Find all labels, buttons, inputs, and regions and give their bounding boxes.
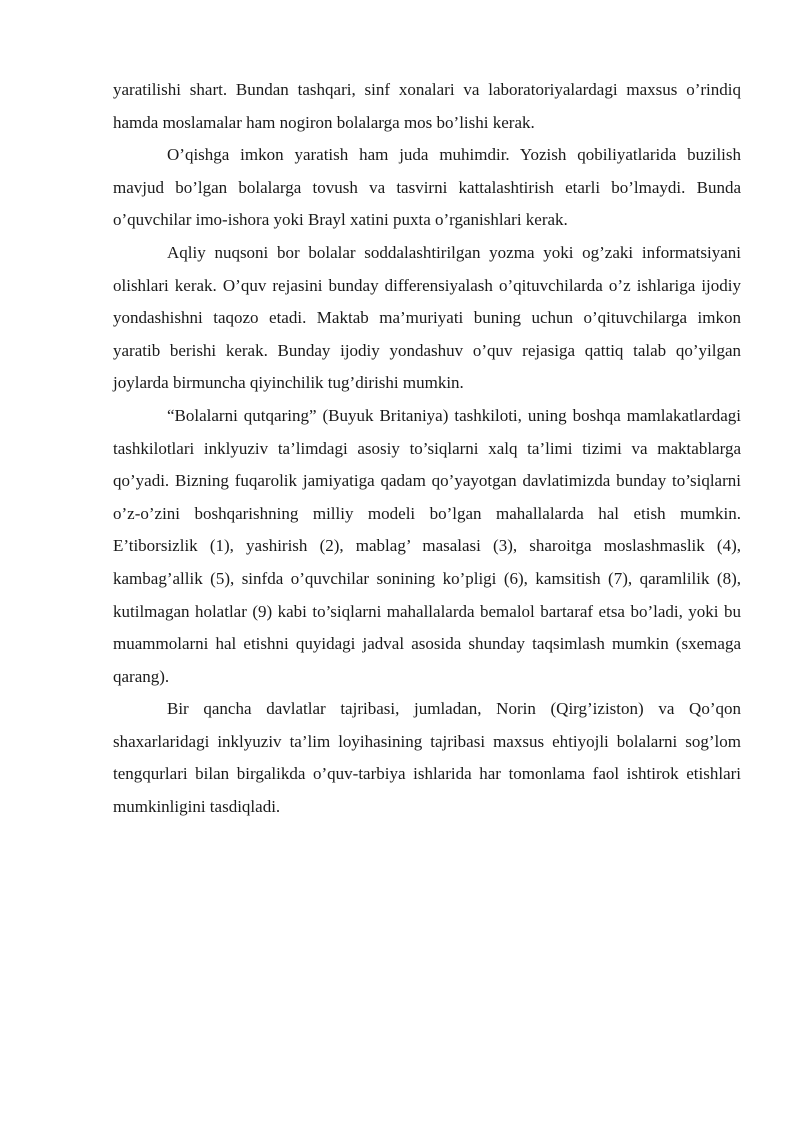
paragraph: “Bolalarni qutqaring” (Buyuk Britaniya) tashkiloti, uning boshqa mamlakatlardagi tashkilotlari inklyuziv ta’limdagi asosiy to’siqlarni xalq ta’limi tizimi va maktablarga qo’yadi. Bizning fuqarolik jamiyatiga qadam qo’yayotgan davlatimizda bunday to’siqlarni o’z-o’zini boshqarishning milliy modeli bo’lgan mahallalarda hal etish mumkin. E’tiborsizlik (1), yashirish (2), mablag’ masalasi (3), sharoitga moslashmaslik (4), kambag’allik (5), sinfda o’quvchilar sonining ko’pligi (6), kamsitish (7), qaramlilik (8), kutilmagan holatlar (9) kabi to’siqlarni mahallalarda bemalol bartaraf etsa bo’ladi, yoki bu muammolarni hal etishni quyidagi jadval asosida shunday taqsimlash mumkin (sxemaga qarang). xyxy=(113,405,741,686)
body-text xyxy=(113,74,741,824)
paragraph-continuation: yaratilishi shart. Bundan tashqari, sinf xonalari va laboratoriyalardagi maxsus o’rindiq hamda moslamalar ham nogiron bolalarga mos bo’lishi kerak. xyxy=(113,80,741,132)
paragraph: O’qishga imkon yaratish ham juda muhimdir. Yozish qobiliyatlarida buzilish mavjud bo’lgan bolalarga tovush va tasvirni kattalashtirish etarli bo’lmaydi. Bunda o’quvchilar imo-ishora yoki Brayl xatini puxta o’rganishlari kerak. xyxy=(113,145,741,230)
paragraph: Aqliy nuqsoni bor bolalar soddalashtirilgan yozma yoki og’zaki informatsiyani olishlari kerak. O’quv rejasini bunday differensiyalash o’qituvchilarda o’z ishlariga ijodiy yondashishni taqozo etadi. Maktab ma’muriyati buning uchun o’qituvchilarga imkon yaratib berishi kerak. Bunday ijodiy yondashuv o’quv rejasiga qattiq talab qo’yilgan joylarda birmuncha qiyinchilik tug’dirishi mumkin. xyxy=(113,242,741,393)
paragraph: Bir qancha davlatlar tajribasi, jumladan, Norin (Qirg’iziston) va Qo’qon shaxarlaridagi inklyuziv ta’lim loyihasining tajribasi maxsus ehtiyojli bolalarni sog’lom tengqurlari bilan birgalikda o’quv-tarbiya ishlarida har tomonlama faol ishtirok etishlari mumkinligini tasdiqladi. xyxy=(113,699,741,817)
